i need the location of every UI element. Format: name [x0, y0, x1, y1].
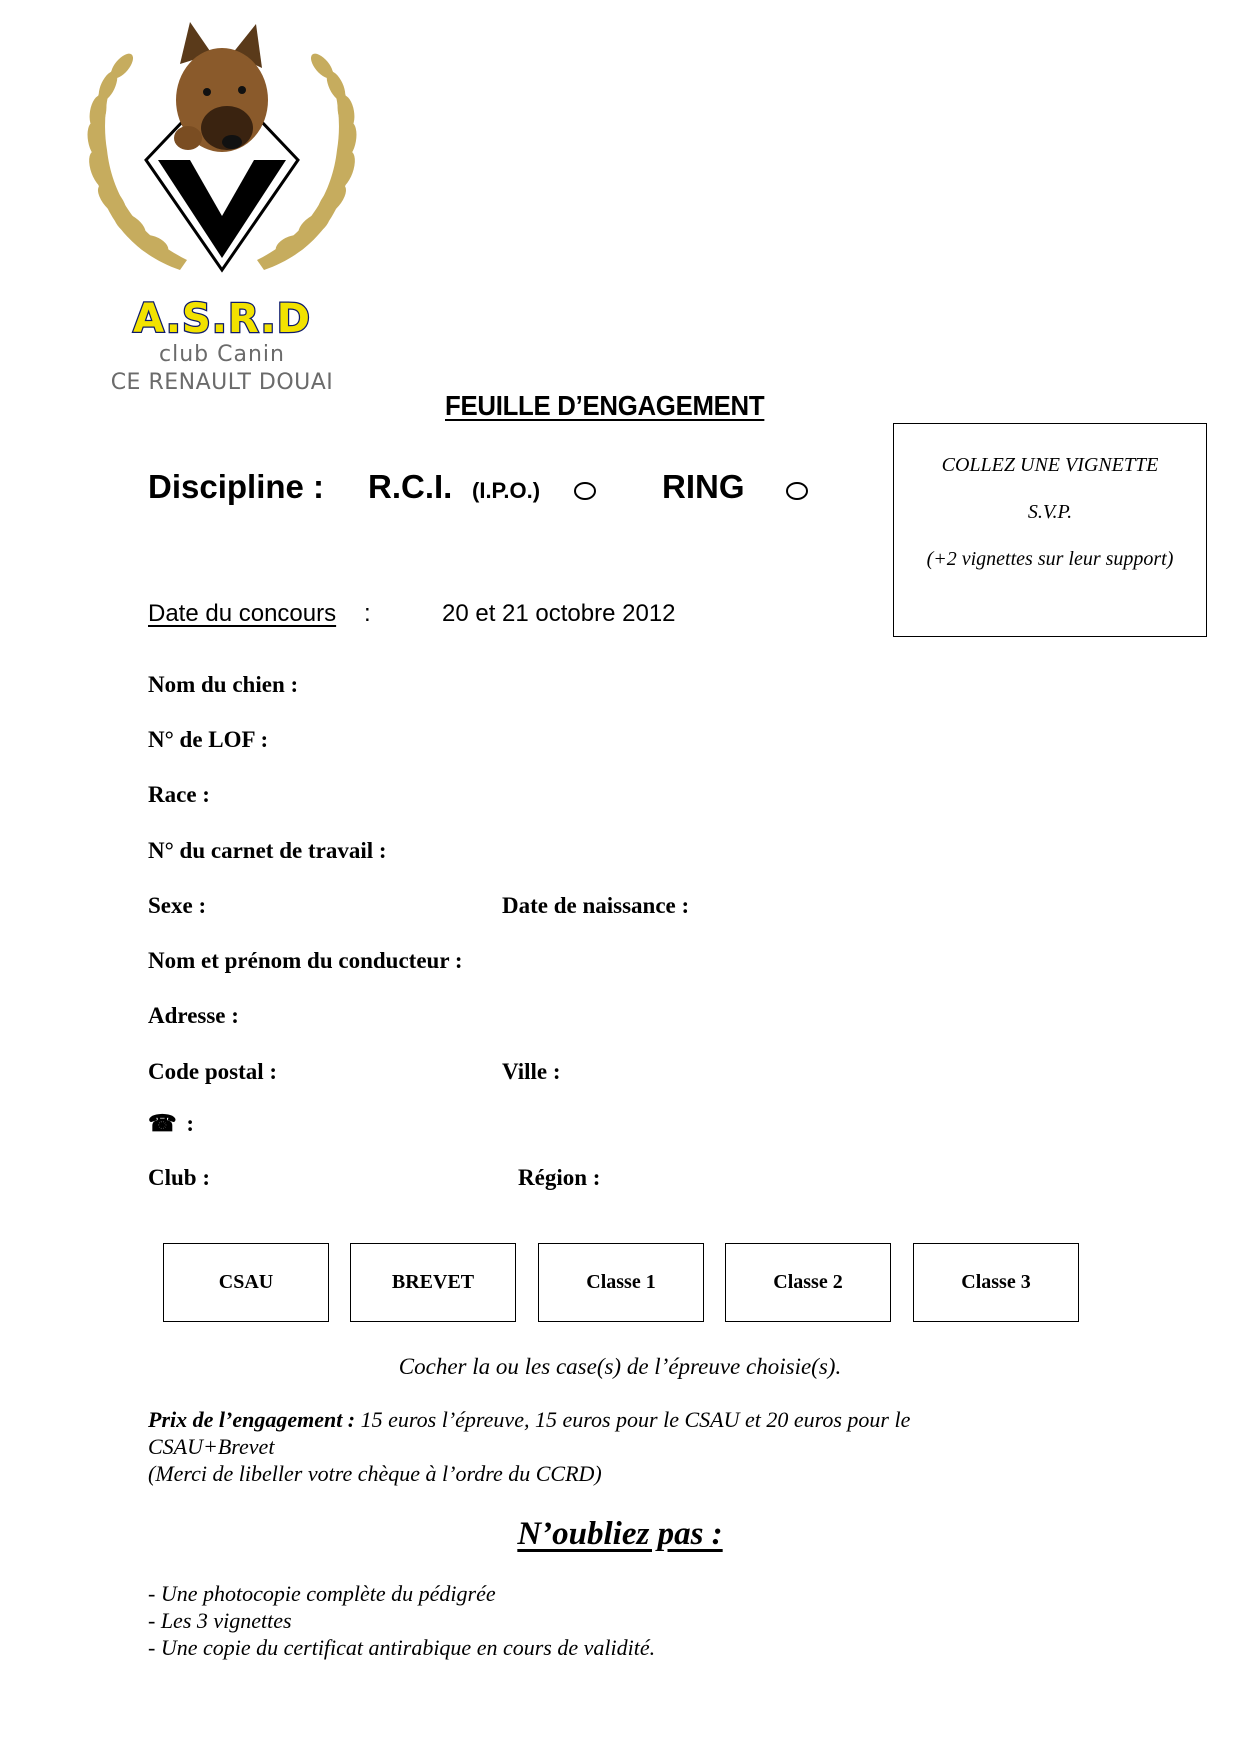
reminder-item: - Une copie du certificat antirabique en cours de validité.	[148, 1635, 656, 1660]
epreuve-brevet-box[interactable]: BREVET	[350, 1243, 516, 1322]
vignette-line3: (+2 vignettes sur leur support)	[926, 548, 1174, 570]
region-field: Région :	[518, 1165, 601, 1190]
dog-head-icon	[174, 22, 268, 152]
reminder-item: - Les 3 vignettes	[148, 1608, 292, 1633]
date-value: 20 et 21 octobre 2012	[442, 600, 676, 627]
reminder-list	[148, 1580, 655, 1661]
discipline-ipo-label: (I.P.O.)	[472, 478, 541, 503]
date-colon: :	[364, 600, 371, 627]
price-note: (Merci de libeller votre chèque à l’ordre du CCRD)	[148, 1461, 602, 1486]
page-title: FEUILLE D’ENGAGEMENT	[445, 390, 765, 421]
phone-field	[148, 1111, 194, 1137]
club-logo-name: A.S.R.D	[133, 296, 311, 342]
work-book-field: N° du carnet de travail :	[148, 838, 387, 863]
epreuve-csau-box[interactable]: CSAU	[163, 1243, 329, 1322]
address-field: Adresse :	[148, 1003, 239, 1028]
price-block	[148, 1406, 1048, 1487]
postal-code-field: Code postal :	[148, 1059, 278, 1084]
phone-colon: :	[186, 1111, 195, 1136]
checkbox-instruction: Cocher la ou les case(s) de l’épreuve choisie(s).	[398, 1354, 842, 1379]
sex-field: Sexe :	[148, 893, 207, 918]
price-text-line2: CSAU+Brevet	[148, 1434, 275, 1459]
price-text-line1: 15 euros l’épreuve, 15 euros pour le CSAU et 20 euros pour le	[360, 1407, 911, 1432]
reminder-title: N’oubliez pas :	[517, 1516, 723, 1552]
price-label: Prix de l’engagement :	[148, 1407, 356, 1432]
club-logo-subtitle2: CE RENAULT DOUAI	[110, 370, 334, 395]
dog-name-field: Nom du chien :	[148, 672, 299, 697]
club-logo-emblem	[62, 20, 382, 282]
discipline-ring-label: RING	[662, 468, 745, 505]
city-field: Ville :	[502, 1059, 561, 1084]
discipline-ring-radio[interactable]	[786, 482, 808, 500]
reminder-item: - Une photocopie complète du pédigrée	[148, 1581, 496, 1606]
club-logo-subtitle: club Canin	[159, 342, 285, 367]
club-field: Club :	[148, 1165, 210, 1190]
epreuve-classe3-box[interactable]: Classe 3	[913, 1243, 1079, 1322]
vignette-line1: COLLEZ UNE VIGNETTE	[941, 454, 1159, 476]
breed-field: Race :	[148, 782, 210, 807]
vignette-line2: S.V.P.	[1027, 501, 1073, 523]
vignette-box	[893, 423, 1207, 637]
discipline-label: Discipline :	[148, 468, 325, 505]
epreuve-classe2-box[interactable]: Classe 2	[725, 1243, 891, 1322]
epreuve-classe1-box[interactable]: Classe 1	[538, 1243, 704, 1322]
birth-date-field: Date de naissance :	[502, 893, 690, 918]
discipline-rci-label: R.C.I.	[368, 468, 453, 505]
phone-icon: ☎	[148, 1111, 177, 1136]
discipline-rci-radio[interactable]	[574, 482, 596, 500]
lof-field: N° de LOF :	[148, 727, 269, 752]
date-label: Date du concours	[148, 600, 337, 627]
handler-field: Nom et prénom du conducteur :	[148, 948, 463, 973]
